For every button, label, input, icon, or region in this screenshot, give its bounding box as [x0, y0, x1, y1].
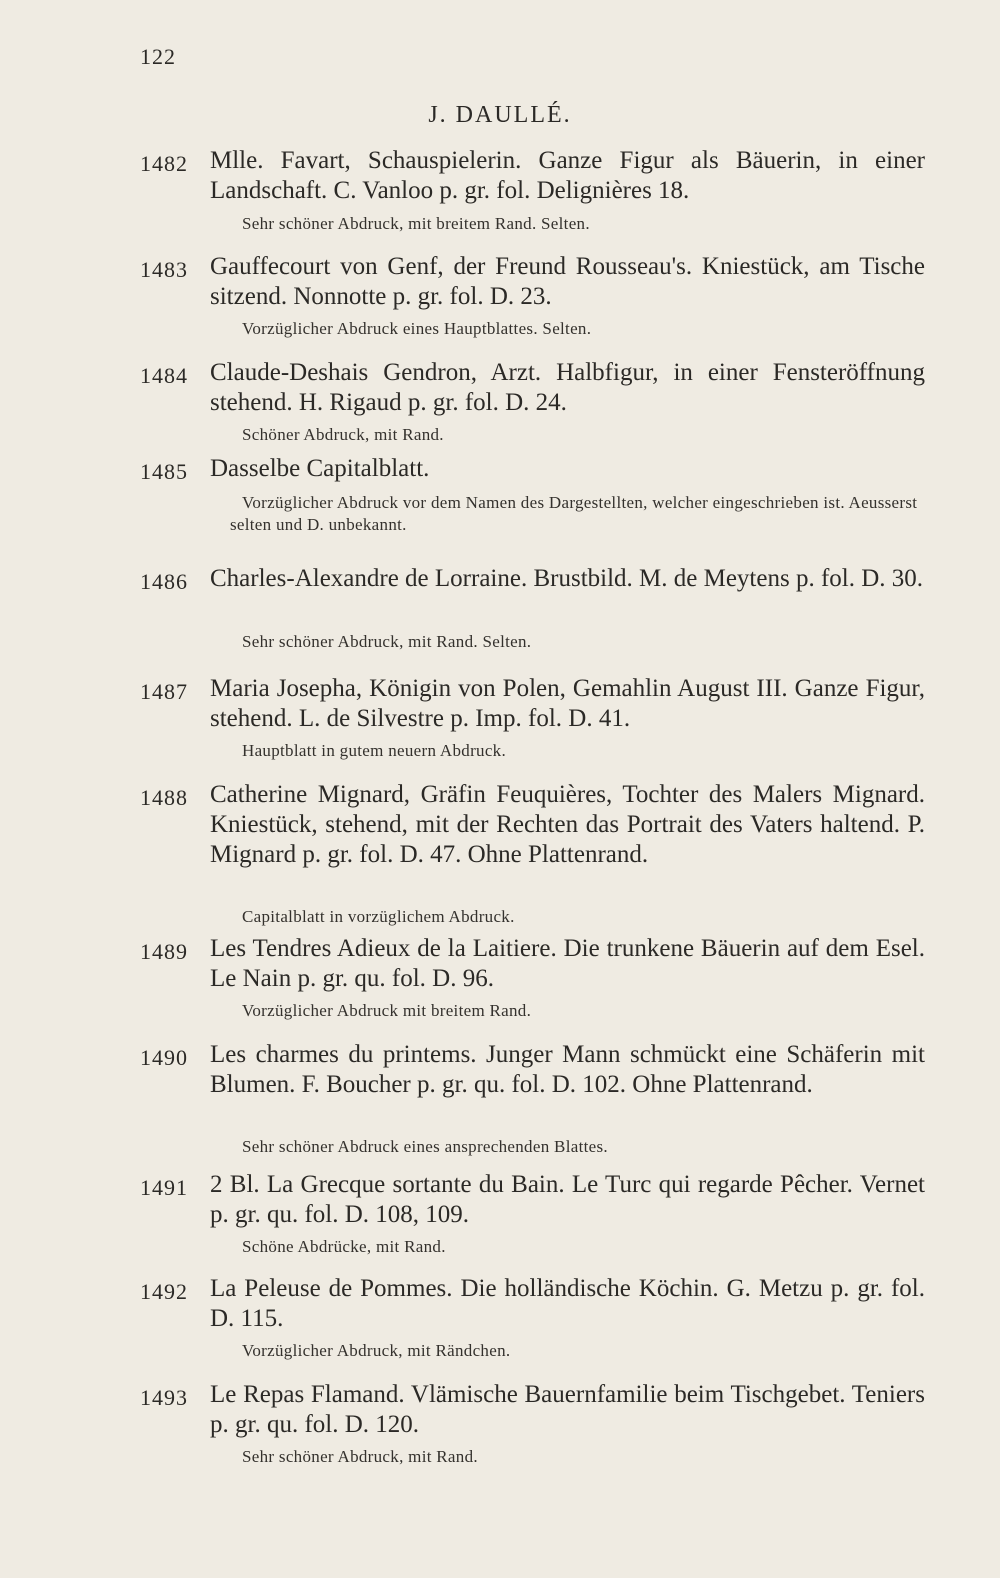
entry-note: Vorzüglicher Abdruck vor dem Namen des Dargestellten, welcher eingeschrieben ist. Aeusserst selten und D. unbekannt.	[230, 493, 918, 534]
entry-note: Vorzüglicher Abdruck eines Hauptblattes. Selten.	[242, 319, 592, 338]
running-head: J. DAULLÉ.	[428, 102, 572, 128]
lot-number: 1489	[140, 939, 188, 964]
entry-note: Capitalblatt in vorzüglichem Abdruck.	[242, 907, 515, 926]
entry-note: Sehr schöner Abdruck, mit breitem Rand. Selten.	[242, 214, 590, 233]
entry-description: La Peleuse de Pommes. Die holländische Köchin. G. Metzu p. gr. fol. D. 115.	[210, 1275, 925, 1332]
entry-note: Vorzüglicher Abdruck, mit Rändchen.	[242, 1341, 511, 1360]
entry-note: Vorzüglicher Abdruck mit breitem Rand.	[242, 1001, 532, 1020]
entry-description: Les charmes du printems. Junger Mann schmückt eine Schäferin mit Blumen. F. Boucher p. gr. qu. fol. D. 102. Ohne Plattenrand.	[210, 1041, 925, 1098]
lot-number: 1488	[140, 785, 188, 810]
lot-number: 1482	[140, 151, 188, 176]
lot-number: 1485	[140, 459, 188, 484]
lot-number: 1493	[140, 1385, 188, 1410]
entry-note: Sehr schöner Abdruck eines ansprechenden Blattes.	[242, 1137, 608, 1156]
entry-description: Le Repas Flamand. Vlämische Bauernfamilie beim Tischgebet. Teniers p. gr. qu. fol. D. 120.	[210, 1381, 925, 1438]
lot-number: 1487	[140, 679, 188, 704]
entry-description: Charles-Alexandre de Lorraine. Brustbild. M. de Meytens p. fol. D. 30.	[210, 565, 924, 592]
entry-note: Sehr schöner Abdruck, mit Rand. Selten.	[242, 632, 532, 651]
entry-note: Hauptblatt in gutem neuern Abdruck.	[242, 741, 507, 760]
entry-note: Sehr schöner Abdruck, mit Rand.	[242, 1447, 478, 1466]
entry-note: Schöner Abdruck, mit Rand.	[242, 425, 444, 444]
lot-number: 1486	[140, 569, 188, 594]
entry-description: Claude-Deshais Gendron, Arzt. Halbfigur, in einer Fensteröffnung stehend. H. Rigaud p. gr. fol. D. 24.	[210, 359, 925, 416]
lot-number: 1483	[140, 257, 188, 282]
entry-description: Les Tendres Adieux de la Laitiere. Die trunkene Bäuerin auf dem Esel. Le Nain p. gr. qu. fol. D. 96.	[210, 935, 925, 992]
lot-number: 1491	[140, 1175, 188, 1200]
lot-number: 1492	[140, 1279, 188, 1304]
lot-number: 1490	[140, 1045, 188, 1070]
lot-number: 1484	[140, 363, 188, 388]
entry-description: Gauffecourt von Genf, der Freund Rousseau's. Kniestück, am Tische sitzend. Nonnotte p. gr. fol. D. 23.	[210, 253, 925, 310]
entry-description: Maria Josepha, Königin von Polen, Gemahlin August III. Ganze Figur, stehend. L. de Silvestre p. Imp. fol. D. 41.	[210, 675, 925, 732]
entry-description: 2 Bl. La Grecque sortante du Bain. Le Turc qui regarde Pêcher. Vernet p. gr. qu. fol. D. 108, 109.	[210, 1171, 925, 1228]
entry-description: Dasselbe Capitalblatt.	[210, 455, 430, 482]
entry-description: Mlle. Favart, Schauspielerin. Ganze Figur als Bäuerin, in einer Landschaft. C. Vanloo p. gr. fol. Delignières 18.	[210, 147, 925, 204]
page-number: 122	[140, 44, 176, 69]
entry-description: Catherine Mignard, Gräfin Feuquières, Tochter des Malers Mignard. Kniestück, stehend, mit der Rechten das Portrait des Vaters haltend. P. Mignard p. gr. fol. D. 47. Ohne Plattenrand.	[210, 781, 925, 868]
entry-note: Schöne Abdrücke, mit Rand.	[242, 1237, 446, 1256]
